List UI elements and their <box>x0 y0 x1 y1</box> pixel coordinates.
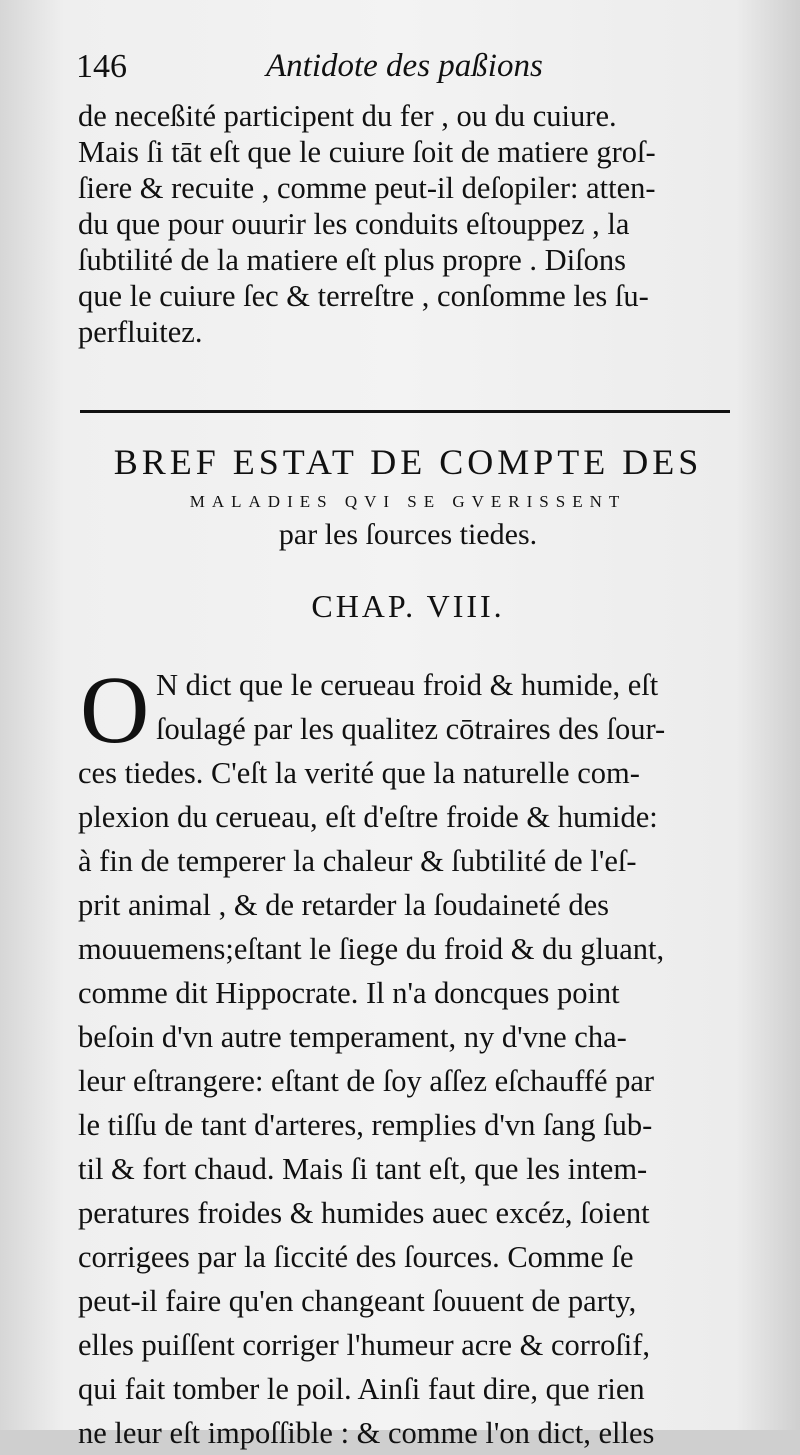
text-line: leur eſtrangere: eſtant de ſoy aſſez eſchauffé par <box>78 1064 655 1098</box>
page-number: 146 <box>76 48 127 85</box>
title-line-1: BREF ESTAT DE COMPTE DES <box>113 442 703 482</box>
section-title <box>78 440 738 554</box>
chapter-heading: CHAP. VIII. <box>311 588 505 624</box>
text-line: à fin de temperer la chaleur & ſubtilité de l'eſ- <box>78 844 637 878</box>
title-line-2: MALADIES QVI SE GVERISSENT <box>189 492 627 511</box>
text-line: beſoin d'vn autre temperament, ny d'vne cha- <box>78 1020 627 1054</box>
text-line: le tiſſu de tant d'arteres, remplies d'vn ſang ſub- <box>78 1108 653 1142</box>
text-line: ne leur eſt impoſſible : & comme l'on dict, elles <box>78 1416 655 1450</box>
text-line: que le cuiure ſec & terreſtre , conſomme les ſu- <box>78 279 649 313</box>
text-line: du que pour ouurir les conduits eſtouppez , la <box>78 207 630 241</box>
top-paragraph <box>78 98 738 350</box>
text-line: ſubtilité de la matiere eſt plus propre . Diſons <box>78 243 627 277</box>
body-paragraph <box>78 656 738 1455</box>
text-line: prit animal , & de retarder la ſoudaineté des <box>78 888 609 922</box>
text-line: qui fait tomber le poil. Ainſi faut dire, que rien <box>78 1372 645 1406</box>
section-divider <box>80 410 730 413</box>
text-line: N dict que le cerueau froid & humide, eſt <box>156 668 659 702</box>
text-line: Mais ſi tāt eſt que le cuiure ſoit de matiere groſ- <box>78 135 656 169</box>
text-line: elles puiſſent corriger l'humeur acre & corroſif, <box>78 1328 651 1362</box>
text-line: corrigees par la ſiccité des ſources. Comme ſe <box>78 1240 634 1274</box>
text-line: de neceßité participent du fer , ou du cuiure. <box>78 99 617 133</box>
running-title: Antidote des paßions <box>266 48 543 84</box>
title-line-3: par les ſources tiedes. <box>278 518 538 551</box>
text-line: ces tiedes. C'eſt la verité que la naturelle com- <box>78 756 640 790</box>
text-line: ſiere & recuite , comme peut-il deſopiler: atten- <box>78 171 656 205</box>
text-line: perfluitez. <box>78 315 203 349</box>
text-line: plexion du cerueau, eſt d'eſtre froide & humide: <box>78 800 658 834</box>
page-header <box>76 48 736 96</box>
text-line: mouuemens;eſtant le ſiege du froid & du gluant, <box>78 932 665 966</box>
drop-cap: O <box>80 656 150 763</box>
text-line: peut-il faire qu'en changeant ſouuent de party, <box>78 1284 637 1318</box>
text-line: ſoulagé par les qualitez cōtraires des ſour- <box>156 712 666 746</box>
text-line: til & fort chaud. Mais ſi tant eſt, que les intem- <box>78 1152 648 1186</box>
text-line: comme dit Hippocrate. Il n'a doncques point <box>78 976 620 1010</box>
text-line: peratures froides & humides auec excéz, ſoient <box>78 1196 650 1230</box>
